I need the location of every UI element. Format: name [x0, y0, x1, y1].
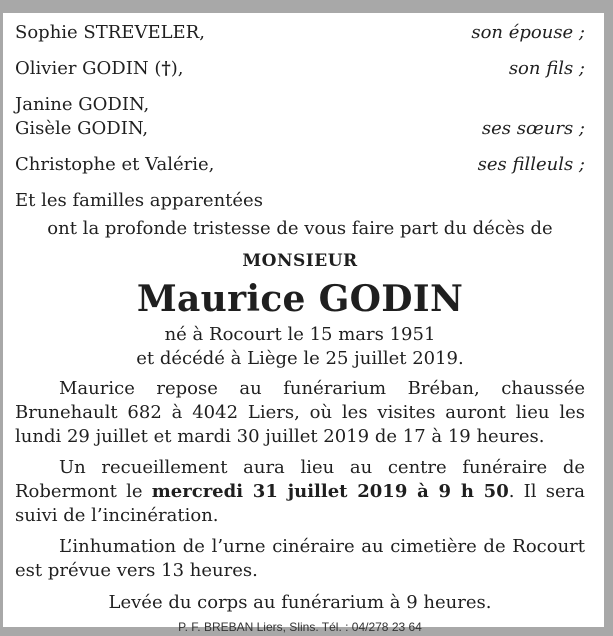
- burial-paragraph: L’inhumation de l’urne cinéraire au cimetière de Rocourt est prévue vers 13 heures.: [15, 536, 585, 581]
- family-relation: son épouse ;: [471, 22, 585, 43]
- family-names: [15, 153, 214, 177]
- deceased-name: Maurice GODIN: [136, 278, 464, 320]
- ceremony-text: Un recueillement aura lieu au centre funéraire de Robermont le: [15, 457, 585, 502]
- death-line: et décédé à Liège le 25 juillet 2019.: [136, 348, 464, 369]
- family-name: [15, 57, 184, 81]
- family-names: [15, 57, 184, 81]
- family-name: Sophie STREVELER,: [15, 22, 205, 43]
- ceremony-paragraph: [15, 456, 585, 528]
- family-relation: ses filleuls ;: [477, 154, 585, 175]
- family-name-text: Olivier GODIN (: [15, 58, 162, 79]
- funeral-home-footer: P. F. BREBAN Liers, Slins. Tél. : 04/278 23 64: [178, 620, 422, 634]
- family-names: [15, 21, 205, 45]
- family-name: Gisèle GODIN,: [15, 118, 149, 139]
- obituary-card: [3, 13, 604, 634]
- ceremony-date: mercredi 31 juillet 2019 à 9 h 50: [151, 481, 509, 502]
- family-name: Christophe et Valérie,: [15, 154, 215, 175]
- family-names: [15, 93, 149, 141]
- family-row-spouse: [15, 21, 585, 45]
- family-relation: son fils ;: [508, 58, 585, 79]
- birth-line: né à Rocourt le 15 mars 1951: [164, 324, 436, 345]
- family-name: Janine GODIN,: [15, 94, 150, 115]
- levee-line: Levée du corps au funérarium à 9 heures.: [108, 592, 492, 613]
- family-row-godchildren: [15, 153, 585, 177]
- family-row-son: [15, 57, 585, 81]
- honorific: MONSIEUR: [242, 251, 358, 271]
- family-row-sisters: [15, 93, 585, 141]
- intro-line-2: ont la profonde tristesse de vous faire part du décès de: [47, 218, 553, 239]
- intro-line: Et les familles apparentées: [15, 190, 263, 211]
- family-name-text-end: ),: [170, 58, 184, 79]
- visits-paragraph: Maurice repose au funérarium Bréban, chaussée Brunehault 682 à 4042 Liers, où les visites auront lieu les lundi 29 juillet et mardi 30 juillet 2019 de 17 à 19 heures.: [15, 378, 585, 447]
- family-relation: ses sœurs ;: [481, 118, 585, 139]
- cross-icon: †: [161, 58, 171, 79]
- ceremony-text-end: . Il sera suivi de l’incinération.: [15, 481, 585, 526]
- obituary-content: [15, 21, 585, 636]
